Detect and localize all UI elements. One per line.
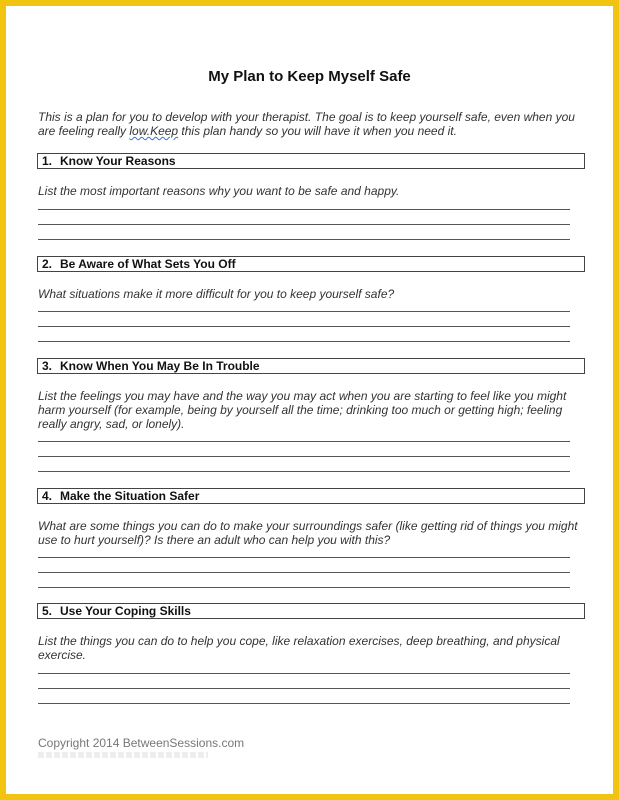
footer-watermark [38, 752, 208, 758]
page-title: My Plan to Keep Myself Safe [208, 68, 411, 85]
answer-line[interactable] [38, 341, 570, 342]
answer-line[interactable] [38, 572, 570, 573]
intro-paragraph [38, 110, 586, 138]
intro-text-b: this plan handy so you will have it when you need it. [178, 124, 457, 138]
answer-line[interactable] [38, 557, 570, 558]
intro-text-a: This is a plan for you to develop with your therapist. The goal is to keep yourself safe, even when you are feeling really [38, 110, 575, 138]
section-2-heading: 2. Be Aware of What Sets You Off [37, 256, 585, 272]
intro-misspelled-word: low.Keep [129, 124, 179, 138]
section-4-prompt: What are some things you can do to make your surroundings safer (like getting rid of things you might use to hurt yourself)? Is there an adult who can help you with this? [38, 519, 578, 547]
answer-line[interactable] [38, 471, 570, 472]
section-3-heading: 3. Know When You May Be In Trouble [37, 358, 585, 374]
section-1-prompt: List the most important reasons why you want to be safe and happy. [38, 184, 400, 198]
answer-line[interactable] [38, 441, 570, 442]
section-3-prompt: List the feelings you may have and the way you may act when you are starting to feel like you might harm yourself (for example, being by yourself all the time; drinking too much or getting high; feeling really angry, sad, or lonely). [38, 389, 567, 431]
answer-line[interactable] [38, 703, 570, 704]
section-1-heading: 1. Know Your Reasons [37, 153, 585, 169]
answer-line[interactable] [38, 326, 570, 327]
answer-line[interactable] [38, 224, 570, 225]
answer-line[interactable] [38, 456, 570, 457]
section-2-prompt: What situations make it more difficult for you to keep yourself safe? [38, 287, 395, 301]
worksheet-page [6, 6, 613, 794]
answer-line[interactable] [38, 673, 570, 674]
answer-line[interactable] [38, 587, 570, 588]
answer-line[interactable] [38, 239, 570, 240]
answer-line[interactable] [38, 311, 570, 312]
section-5-heading: 5. Use Your Coping Skills [37, 603, 585, 619]
answer-line[interactable] [38, 688, 570, 689]
copyright-footer: Copyright 2014 BetweenSessions.com [38, 736, 245, 750]
section-5-prompt: List the things you can do to help you cope, like relaxation exercises, deep breathing, and physical exercise. [38, 634, 560, 662]
section-4-heading: 4. Make the Situation Safer [37, 488, 585, 504]
answer-line[interactable] [38, 209, 570, 210]
